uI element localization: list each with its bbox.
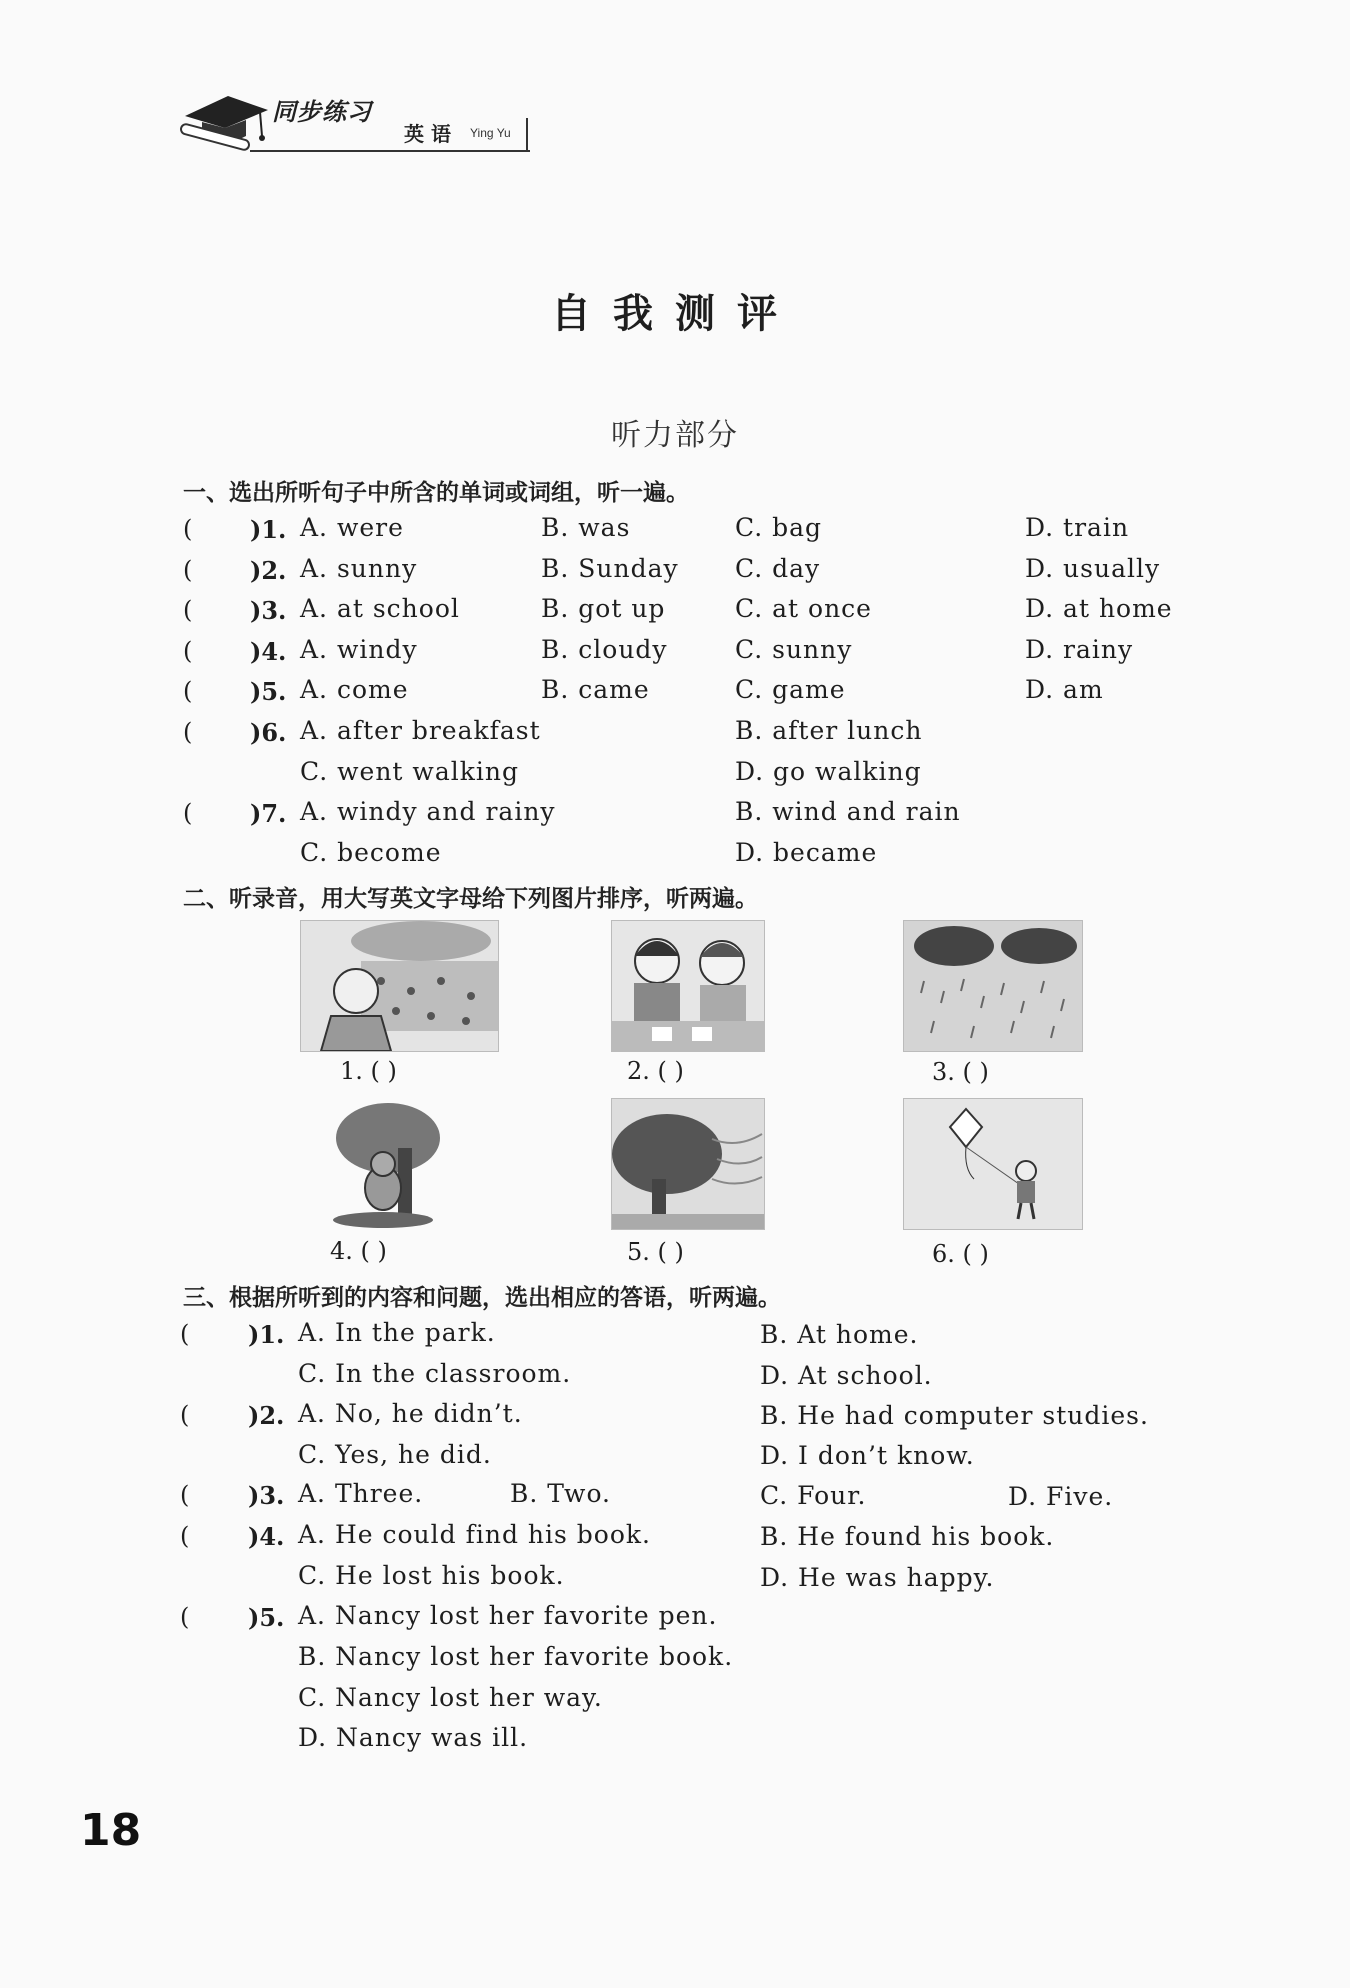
option-b: B. came bbox=[541, 675, 650, 704]
option-b: B. Nancy lost her favorite book. bbox=[298, 1642, 734, 1671]
option-a: A. after breakfast bbox=[300, 716, 541, 745]
picture-4-label: 4. ( ) bbox=[330, 1237, 387, 1265]
option-b: B. wind and rain bbox=[735, 797, 961, 826]
option-a: A. Nancy lost her favorite pen. bbox=[298, 1601, 718, 1630]
subject-label: 英 语 bbox=[404, 122, 451, 146]
two-boys-picture bbox=[611, 920, 765, 1052]
option-c: C. Nancy lost her way. bbox=[298, 1683, 603, 1712]
option-b: B. He had computer studies. bbox=[760, 1401, 1149, 1430]
question-number: )4. bbox=[248, 1522, 285, 1551]
option-b: B. Sunday bbox=[541, 554, 679, 583]
answer-blank[interactable]: ( bbox=[183, 677, 193, 705]
option-a: A. sunny bbox=[300, 554, 418, 583]
option-c: C. bag bbox=[735, 513, 823, 542]
windy-tree-picture bbox=[611, 1098, 765, 1230]
answer-blank[interactable]: ( bbox=[183, 556, 193, 584]
option-a: A. Three. bbox=[298, 1479, 424, 1508]
option-b: B. cloudy bbox=[541, 635, 668, 664]
option-a: A. He could find his book. bbox=[298, 1520, 651, 1549]
option-b: B. got up bbox=[541, 594, 666, 623]
option-b: B. He found his book. bbox=[760, 1522, 1055, 1551]
option-d: D. At school. bbox=[760, 1361, 933, 1390]
answer-blank[interactable]: ( bbox=[183, 637, 193, 665]
picture-5-label: 5. ( ) bbox=[627, 1238, 684, 1266]
question-number: )6. bbox=[250, 718, 287, 747]
question-number: )1. bbox=[250, 515, 287, 544]
option-b: B. after lunch bbox=[735, 716, 923, 745]
picture-6-label: 6. ( ) bbox=[932, 1240, 989, 1268]
question-number: )3. bbox=[248, 1481, 285, 1510]
subject-pinyin: Ying Yu bbox=[470, 126, 511, 140]
header-rule bbox=[250, 150, 530, 152]
answer-blank[interactable]: ( bbox=[183, 799, 193, 827]
mouse-tree-wind-picture bbox=[328, 1098, 440, 1228]
option-d: D. at home bbox=[1025, 594, 1173, 623]
option-a: A. were bbox=[300, 513, 404, 542]
option-b: B. At home. bbox=[760, 1320, 919, 1349]
option-c: C. Four. bbox=[760, 1481, 867, 1510]
option-a: A. No, he didn’t. bbox=[298, 1399, 523, 1428]
picture-2-label: 2. ( ) bbox=[627, 1057, 684, 1085]
option-b: B. was bbox=[541, 513, 631, 542]
section1-heading: 一、选出所听句子中所含的单词或词组，听一遍。 bbox=[183, 480, 689, 506]
option-c: C. In the classroom. bbox=[298, 1359, 572, 1388]
option-c: C. went walking bbox=[300, 757, 519, 786]
option-d: D. train bbox=[1025, 513, 1130, 542]
option-a: A. In the park. bbox=[298, 1318, 496, 1347]
option-c: C. sunny bbox=[735, 635, 853, 664]
answer-blank[interactable]: ( bbox=[183, 718, 193, 746]
option-a: A. come bbox=[300, 675, 409, 704]
option-c: C. Yes, he did. bbox=[298, 1440, 492, 1469]
header-rule-end bbox=[526, 118, 528, 152]
option-b: B. Two. bbox=[510, 1479, 612, 1508]
option-c: C. He lost his book. bbox=[298, 1561, 565, 1590]
section-subtitle: 听力部分 bbox=[611, 418, 739, 453]
question-number: )2. bbox=[250, 556, 287, 585]
question-number: )4. bbox=[250, 637, 287, 666]
option-c: C. at once bbox=[735, 594, 872, 623]
question-number: )5. bbox=[248, 1603, 285, 1632]
option-d: D. go walking bbox=[735, 757, 922, 786]
option-d: D. Nancy was ill. bbox=[298, 1723, 529, 1752]
question-number: )2. bbox=[248, 1401, 285, 1430]
option-c: C. become bbox=[300, 838, 442, 867]
option-d: D. He was happy. bbox=[760, 1563, 995, 1592]
question-number: )3. bbox=[250, 596, 287, 625]
page-number: 18 bbox=[80, 1805, 142, 1856]
answer-blank[interactable]: ( bbox=[183, 515, 193, 543]
rain-clouds-picture bbox=[903, 920, 1083, 1052]
option-d: D. I don’t know. bbox=[760, 1441, 975, 1470]
question-number: )5. bbox=[250, 677, 287, 706]
answer-blank[interactable]: ( bbox=[180, 1401, 190, 1429]
picture-1-label: 1. ( ) bbox=[340, 1057, 397, 1085]
option-c: C. game bbox=[735, 675, 846, 704]
option-d: D. usually bbox=[1025, 554, 1161, 583]
option-d: D. rainy bbox=[1025, 635, 1134, 664]
option-a: A. at school bbox=[300, 594, 460, 623]
option-a: A. windy bbox=[300, 635, 418, 664]
option-c: C. day bbox=[735, 554, 821, 583]
section2-heading: 二、听录音，用大写英文字母给下列图片排序，听两遍。 bbox=[183, 886, 758, 912]
book-header bbox=[180, 88, 530, 154]
question-number: )1. bbox=[248, 1320, 285, 1349]
boy-kite-picture bbox=[903, 1098, 1083, 1230]
graduation-cap-icon bbox=[180, 88, 270, 154]
option-d: D. Five. bbox=[1008, 1482, 1114, 1511]
page-title: 自我测评 bbox=[551, 291, 799, 337]
option-d: D. am bbox=[1025, 675, 1104, 704]
answer-blank[interactable]: ( bbox=[180, 1481, 190, 1509]
answer-blank[interactable]: ( bbox=[183, 596, 193, 624]
answer-blank[interactable]: ( bbox=[180, 1320, 190, 1348]
option-a: A. windy and rainy bbox=[300, 797, 556, 826]
picture-3-label: 3. ( ) bbox=[932, 1058, 989, 1086]
answer-blank[interactable]: ( bbox=[180, 1603, 190, 1631]
farmer-field-picture bbox=[300, 920, 499, 1052]
series-brand: 同步练习 bbox=[272, 98, 372, 126]
question-number: )7. bbox=[250, 799, 287, 828]
section3-heading: 三、根据所听到的内容和问题，选出相应的答语，听两遍。 bbox=[183, 1285, 781, 1311]
answer-blank[interactable]: ( bbox=[180, 1522, 190, 1550]
option-d: D. became bbox=[735, 838, 878, 867]
